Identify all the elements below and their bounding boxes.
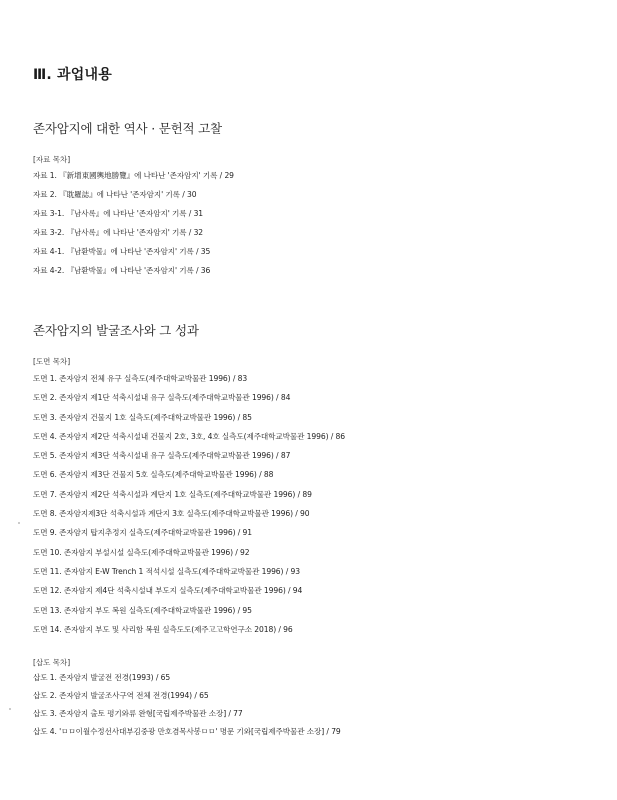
scan-speck xyxy=(9,708,11,710)
section-title-history: 존자암지에 대한 역사 · 문헌적 고찰 xyxy=(33,121,222,136)
list-item: 삽도 3. 존자암지 출토 평기와류 완형[국립제주박물관 소장] / 77 xyxy=(33,709,243,718)
list-item: 도면 9. 존자암지 탑지추정지 실측도(제주대학교박물관 1996) / 91 xyxy=(33,528,252,538)
scan-speck xyxy=(18,522,20,524)
list-item: 도면 1. 존자암지 전체 유구 실측도(제주대학교박물관 1996) / 83 xyxy=(33,374,248,383)
list-item: 도면 3. 존자암지 건물지 1호 실측도(제주대학교박물관 1996) / 85 xyxy=(33,412,252,422)
list-item: 도면 5. 존자암지 제3단 석축시설내 유구 실측도(제주대학교박물관 1996) / 87 xyxy=(33,451,291,461)
list-item: 자료 3-1. 『남사록』에 나타난 '존자암지' 기록 / 31 xyxy=(33,209,204,218)
list-item: 도면 11. 존자암지 E-W Trench 1 적석시설 실측도(제주대학교박물관 1996) / 93 xyxy=(33,566,300,576)
drawings-list xyxy=(33,369,345,639)
list-item: 도면 8. 존자암지제3단 석축시설과 계단지 3호 실측도(제주대학교박물관 1996) / 90 xyxy=(33,509,310,519)
group-label-illustrations: [삽도 목차] xyxy=(33,658,71,667)
group-label-drawings: [도면 목차] xyxy=(33,357,71,366)
chapter-title: Ⅲ. 과업내용 xyxy=(33,67,112,83)
list-item: 도면 10. 존자암지 부설시설 실측도(제주대학교박물관 1996) / 92 xyxy=(33,547,250,557)
illustrations-list xyxy=(33,669,341,741)
group-label-materials: [자료 목차] xyxy=(33,155,71,164)
materials-list xyxy=(33,166,234,280)
list-item: 자료 4-2. 『남환박물』에 나타난 '존자암지' 기록 / 36 xyxy=(33,266,211,275)
list-item: 도면 6. 존자암지 제3단 건물지 5호 실측도(제주대학교박물관 1996) / 88 xyxy=(33,470,274,480)
list-item: 삽도 2. 존자암지 발굴조사구역 전체 전경(1994) / 65 xyxy=(33,691,209,700)
list-item: 자료 1. 『新增東國輿地勝覽』에 나타난 '존자암지' 기록 / 29 xyxy=(33,171,234,180)
list-item: 자료 3-2. 『남사록』에 나타난 '존자암지' 기록 / 32 xyxy=(33,228,204,237)
list-item: 도면 7. 존자암지 제2단 석축시설과 계단지 1호 실측도(제주대학교박물관 1996) / 89 xyxy=(33,489,312,499)
list-item: 자료 4-1. 『남환박물』에 나타난 '존자암지' 기록 / 35 xyxy=(33,247,211,256)
section-title-excavation: 존자암지의 발굴조사와 그 성과 xyxy=(33,323,199,338)
list-item: 도면 14. 존자암지 부도 및 사리함 복원 실측도도(제주고고학연구소 2018) / 96 xyxy=(33,624,293,634)
list-item: 도면 12. 존자암지 제4단 석축시설내 부도지 실측도(제주대학교박물관 1996) / 94 xyxy=(33,586,303,596)
list-item: 도면 13. 존자암지 부도 복원 실측도(제주대학교박물관 1996) / 95 xyxy=(33,605,252,615)
list-item: 삽도 1. 존자암지 발굴전 전경(1993) / 65 xyxy=(33,673,171,682)
list-item: 도면 4. 존자암지 제2단 석축시설내 건물지 2호, 3호, 4호 실측도(제주대학교박물관 1996) / 86 xyxy=(33,431,346,441)
list-item: 삽도 4. 'ㅁㅁ이월수정선사대부김중광 만호겸목사봉ㅁㅁ' 명문 기와[국립제주박물관 소장] / 79 xyxy=(33,727,341,736)
list-item: 도면 2. 존자암지 제1단 석축시설내 유구 실측도(제주대학교박물관 1996) / 84 xyxy=(33,393,291,403)
list-item: 자료 2. 『耽羅誌』에 나타난 '존자암지' 기록 / 30 xyxy=(33,190,197,199)
